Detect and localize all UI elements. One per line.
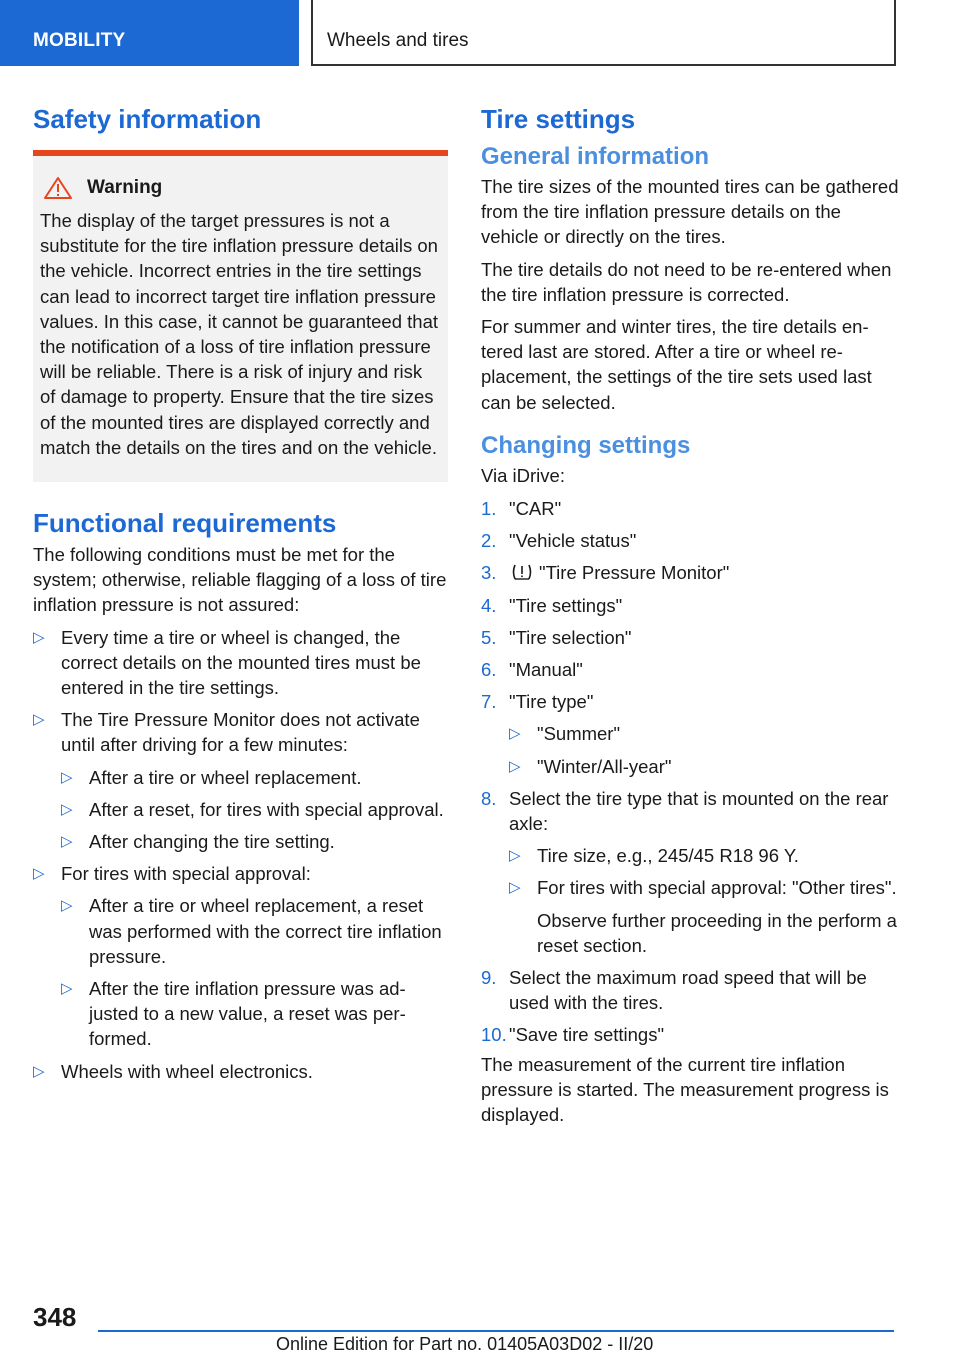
tire-settings-heading: Tire settings: [481, 104, 636, 134]
list-item: ▷ For tires with special approval: ▷ After a tire or wheel replacement, a reset was performed with the correct tire inflation pressure. ▷ After the tire inflation pressure was adjusted to a new value, a reset was performed.: [33, 861, 448, 1051]
bullet-triangle-icon: ▷: [33, 1062, 45, 1080]
right-column: [481, 100, 901, 1127]
nested-list: [509, 843, 901, 958]
bullet-triangle-icon: ▷: [61, 800, 73, 818]
requirements-list: [33, 625, 448, 1084]
list-item: ▷ "Winter/All-year": [509, 754, 901, 779]
bullet-triangle-icon: ▷: [509, 847, 521, 865]
list-item: 4. "Tire settings": [481, 594, 623, 616]
section-tab: MOBILITY: [0, 0, 299, 66]
warning-triangle-icon: [43, 176, 73, 200]
list-item: ▷ After changing the tire setting.: [61, 829, 448, 854]
general-paragraph: For summer and winter tires, the tire details entered last are stored. After a tire or wheel replacement, the settings of the tire sets used last can be selected.: [481, 316, 872, 413]
list-item: ▷ After a reset, for tires with special approval.: [61, 797, 448, 822]
list-item: ▷ Every time a tire or wheel is changed, the correct details on the mounted tires must be entered in the tire settings.: [33, 626, 421, 699]
list-item: ▷ After the tire inflation pressure was adjusted to a new value, a reset was performed.: [61, 978, 406, 1050]
page-header: [0, 0, 960, 66]
warning-box: [33, 150, 448, 482]
warning-title: Warning: [87, 177, 163, 198]
list-item: 3. "Tire Pressure Monitor": [481, 562, 730, 584]
warning-header: [40, 174, 440, 202]
list-item: ▷ The Tire Pressure Monitor does not activate until after driving for a few minutes: ▷ After a tire or wheel replacement. ▷ After a reset, for tires with special approval. ▷ After changing the tire setting.: [33, 707, 448, 854]
bullet-triangle-icon: ▷: [509, 725, 521, 743]
page-number: 348: [33, 1302, 77, 1332]
tire-pressure-monitor-icon: [511, 563, 533, 581]
list-item: 6. "Manual": [481, 659, 583, 681]
step-note: Observe further proceeding in the perform a reset section.: [537, 909, 897, 956]
safety-heading: Safety information: [33, 104, 262, 134]
nested-list: [509, 721, 901, 778]
list-item: ▷ "Summer": [509, 721, 901, 746]
list-item: 2. "Vehicle status": [481, 530, 637, 552]
chapter-title: Wheels and tires: [311, 0, 896, 66]
bullet-triangle-icon: ▷: [61, 897, 73, 915]
bullet-triangle-icon: ▷: [33, 711, 45, 729]
closing-paragraph: The measurement of the current tire inflation pressure is started. The measurement progress is displayed.: [481, 1053, 889, 1126]
list-item: 1. "CAR": [481, 498, 562, 520]
list-item: ▷ After a tire or wheel replacement, a reset was performed with the correct tire inflation pressure.: [61, 895, 442, 967]
list-item: ▷ For tires with special approval: "Other tires". Observe further proceeding in the perform a reset section.: [509, 875, 901, 958]
list-item: 5. "Tire selection": [481, 626, 632, 648]
nested-list: [61, 893, 448, 1051]
edition-text: Online Edition for Part no. 01405A03D02 - II/20: [276, 1334, 654, 1354]
bullet-triangle-icon: ▷: [61, 768, 73, 786]
bullet-triangle-icon: ▷: [33, 865, 45, 883]
bullet-triangle-icon: ▷: [33, 628, 45, 646]
general-paragraph: The tire details do not need to be re-entered when the tire inflation pressure is corrected.: [481, 258, 892, 305]
list-item: ▷ Tire size, e.g., 245/45 R18 96 Y.: [509, 843, 901, 868]
warning-text: The display of the target pressures is not a substitute for the tire inflation pressure details on the vehicle. Incorrect entries in the tire settings can lead to incorrect target tire inflation pressure values. In this case, it cannot be guaranteed that the notification of a loss of tire inflation pressure will be reliable. There is a risk of injury and risk of damage to property. Ensure that the tire sizes of the mounted tires are displayed correctly and match the details on the tires and on the vehicle.: [40, 210, 439, 458]
changing-settings-heading: Changing settings: [481, 431, 691, 459]
list-item: 7. "Tire type" ▷ "Summer" ▷ "Winter/All-year": [481, 689, 901, 779]
bullet-triangle-icon: ▷: [61, 980, 73, 998]
list-item: 10. "Save tire settings": [481, 1024, 665, 1046]
via-idrive: Via iDrive:: [481, 464, 565, 486]
list-item: 9. Select the maximum road speed that will be used with the tires.: [481, 967, 867, 1014]
general-paragraph: The tire sizes of the mounted tires can be gathered from the tire inflation pressure details on the vehicle or directly on the tires.: [481, 176, 899, 248]
functional-requirements-heading: Functional requirements: [33, 508, 337, 539]
bullet-triangle-icon: ▷: [61, 833, 73, 851]
list-item: ▷ Wheels with wheel electronics.: [33, 1059, 448, 1084]
nested-list: [61, 765, 448, 855]
list-item: 8. Select the tire type that is mounted on the rear axle: ▷ Tire size, e.g., 245/45 R18 96 Y. ▷ For tires with special approval: "Other tires". Observe further proceeding in the perform a reset section.: [481, 786, 901, 958]
steps-list: [481, 496, 901, 1048]
functional-intro: The following conditions must be met for the system; otherwise, reliable flagging of a loss of tire inflation pressure is not assured:: [33, 544, 447, 616]
bullet-triangle-icon: ▷: [509, 757, 521, 775]
list-item: ▷ After a tire or wheel replacement.: [61, 765, 448, 790]
bullet-triangle-icon: ▷: [509, 879, 521, 897]
left-column: [33, 100, 448, 1084]
footer-divider: [98, 1330, 894, 1332]
general-information-heading: General information: [481, 143, 710, 170]
